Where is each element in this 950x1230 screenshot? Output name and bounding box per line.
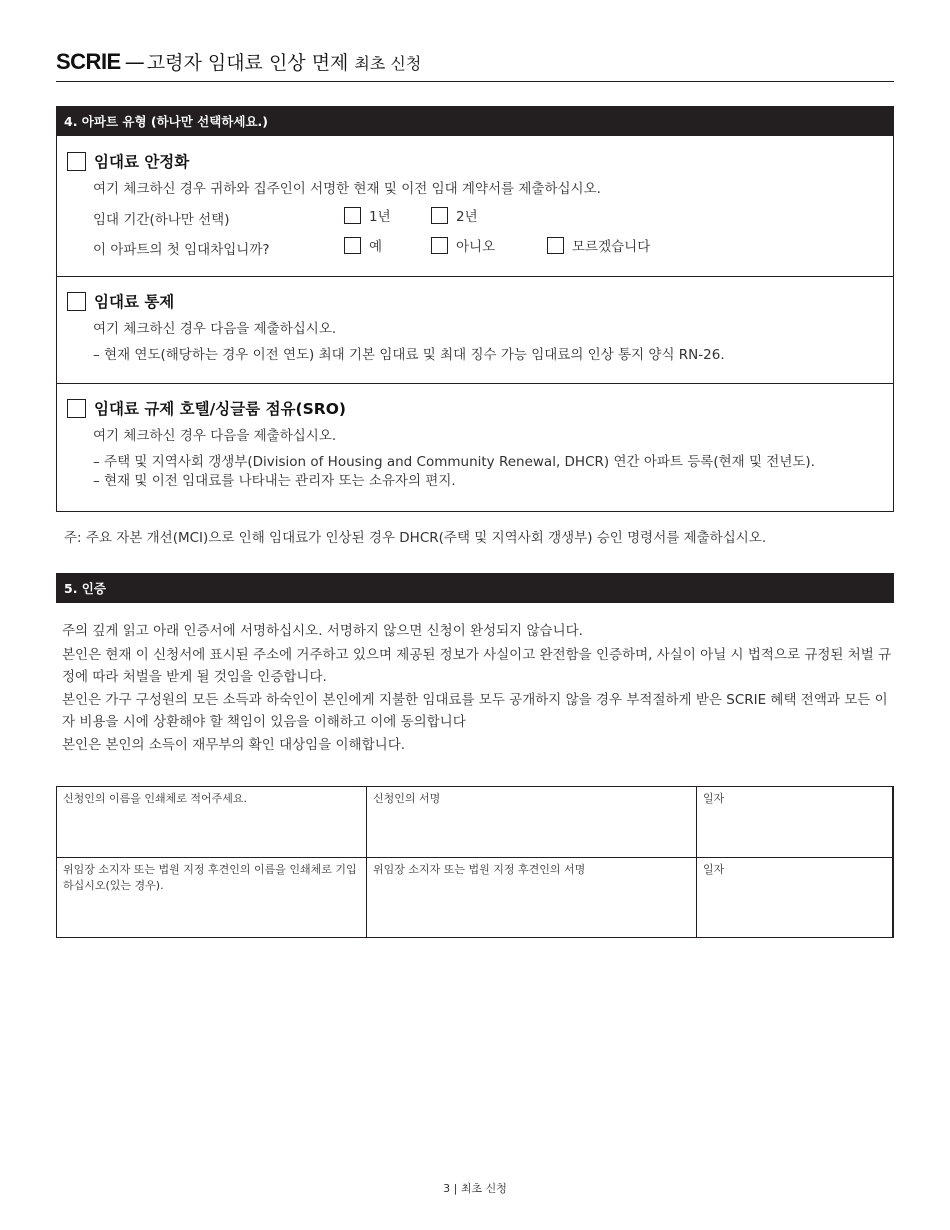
lease-term-1yr[interactable] (344, 205, 391, 225)
mci-note: 주: 주요 자본 개선(MCI)으로 인해 임대료가 인상된 경우 DHCR(주택 및 지역사회 갱생부) 승인 명령서를 제출하십시오. (64, 530, 767, 546)
rent-stabilization-label: 임대료 안정화 (94, 153, 190, 171)
first-tenant-label: 이 아파트의 첫 임대차입니까? (93, 242, 270, 258)
poa-signature-label: 위임장 소지자 또는 법원 지정 후견인의 서명 (373, 863, 586, 876)
certification-paragraph-3: 본인은 가구 구성원의 모든 소득과 하숙인이 본인에게 지불한 임대료를 모두 공개하지 않을 경우 부적절하게 받은 SCRIE 혜택 전액과 모든 이자 비용을 시에 상환해야 할 책임이 있음을 이해하고 이에 동의합니다 (62, 692, 888, 730)
applicant-signature-field[interactable] (367, 787, 696, 857)
poa-date-field[interactable] (697, 858, 893, 937)
document-subtitle: 최초 신청 (354, 54, 422, 73)
signature-table (56, 786, 894, 938)
applicant-name-label: 신청인의 이름을 인쇄체로 적어주세요. (63, 792, 248, 805)
rent-control-instruction: 여기 체크하신 경우 다음을 제출하십시오. (93, 321, 337, 337)
first-tenant-no-checkbox[interactable] (431, 237, 448, 254)
document-header (56, 48, 894, 82)
applicant-date-field[interactable] (697, 787, 893, 857)
rent-control-label: 임대료 통제 (94, 293, 175, 311)
rent-stabilization-instruction: 여기 체크하신 경우 귀하와 집주인이 서명한 현재 및 이전 임대 계약서를 제출하십시오. (93, 181, 601, 197)
lease-term-2yr-label: 2년 (456, 209, 478, 225)
first-tenant-no[interactable] (431, 235, 495, 255)
sro-item-registration: – 주택 및 지역사회 갱생부(Division of Housing and Community Renewal, DHCR) 연간 아파트 등록(현재 및 전년도). (93, 454, 815, 470)
document-title: 고령자 임대료 인상 면제 (146, 52, 349, 74)
page-footer (0, 1180, 950, 1196)
sro-label: 임대료 규제 호텔/싱글룸 점유(SRO) (94, 400, 346, 418)
poa-signature-field[interactable] (367, 858, 696, 937)
lease-term-label: 임대 기간(하나만 선택) (93, 212, 230, 228)
page-number: 3 (443, 1182, 451, 1195)
poa-date-label: 일자 (703, 863, 725, 876)
applicant-name-field[interactable] (57, 787, 366, 857)
rent-control-checkbox[interactable] (67, 292, 86, 311)
certification-paragraph-4: 본인은 본인의 소득이 재무부의 확인 대상임을 이해합니다. (62, 737, 406, 753)
first-tenant-yes-label: 예 (369, 239, 383, 255)
rent-control-block (57, 277, 893, 384)
apartment-type-section (56, 136, 894, 512)
first-tenant-unknown-label: 모르겠습니다 (572, 239, 651, 255)
program-brand: SCRIE (56, 49, 121, 74)
sro-block (57, 384, 893, 511)
section-5-heading: 5. 인증 (56, 573, 894, 603)
sro-item-letter: – 현재 및 이전 임대료를 나타내는 관리자 또는 소유자의 편지. (93, 473, 456, 489)
first-tenant-unknown-checkbox[interactable] (547, 237, 564, 254)
first-tenant-no-label: 아니오 (456, 239, 496, 255)
certification-paragraph-2: 본인은 현재 이 신청서에 표시된 주소에 거주하고 있으며 제공된 정보가 사실이고 완전함을 인증하며, 사실이 아닐 시 법적으로 규정된 처벌 규정에 따라 처벌을 받게 될 것임을 인증합니다. (62, 647, 892, 685)
lease-term-1yr-checkbox[interactable] (344, 207, 361, 224)
footer-separator: | (453, 1182, 458, 1195)
first-tenant-unknown[interactable] (547, 235, 650, 255)
section-4-heading: 4. 아파트 유형 (하나만 선택하세요.) (56, 106, 894, 136)
applicant-signature-label: 신청인의 서명 (373, 792, 441, 805)
rent-stabilization-checkbox[interactable] (67, 152, 86, 171)
applicant-date-label: 일자 (703, 792, 725, 805)
poa-name-field[interactable] (57, 858, 366, 937)
sro-checkbox[interactable] (67, 399, 86, 418)
certification-paragraph-1: 주의 깊게 읽고 아래 인증서에 서명하십시오. 서명하지 않으면 신청이 완성되지 않습니다. (62, 623, 583, 639)
lease-term-1yr-label: 1년 (369, 209, 391, 225)
rent-stabilization-block (57, 136, 893, 277)
sro-instruction: 여기 체크하신 경우 다음을 제출하십시오. (93, 428, 337, 444)
first-tenant-yes[interactable] (344, 235, 382, 255)
lease-term-2yr[interactable] (431, 205, 478, 225)
header-dash: — (124, 50, 145, 74)
poa-name-label: 위임장 소지자 또는 법원 지정 후견인의 이름을 인쇄체로 기입하십시오(있는 경우). (63, 863, 357, 892)
rent-control-item: – 현재 연도(해당하는 경우 이전 연도) 최대 기본 임대료 및 최대 징수 가능 임대료의 인상 통지 양식 RN-26. (93, 347, 725, 363)
lease-term-2yr-checkbox[interactable] (431, 207, 448, 224)
footer-label: 최초 신청 (460, 1182, 507, 1195)
first-tenant-yes-checkbox[interactable] (344, 237, 361, 254)
